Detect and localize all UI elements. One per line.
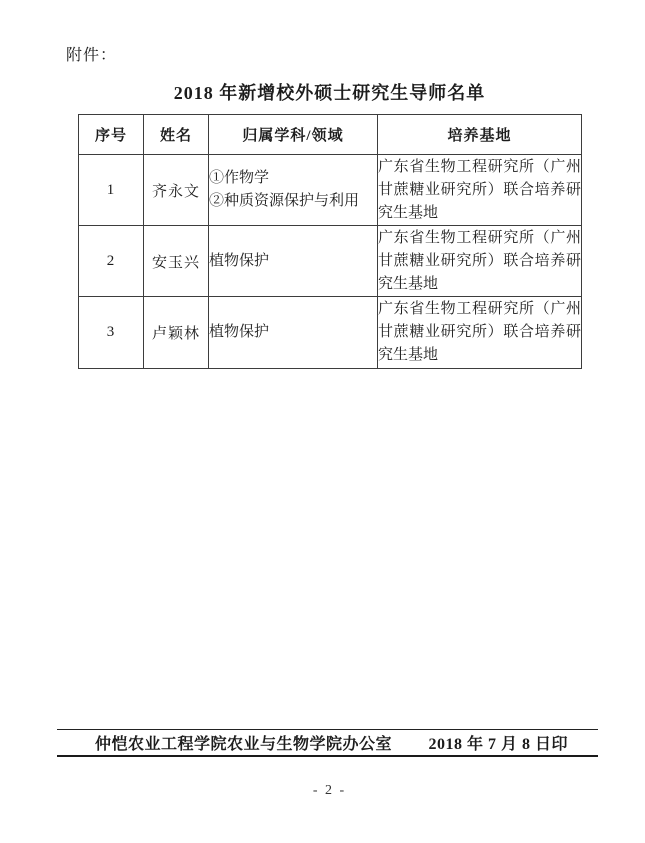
- footer-print-date: 2018 年 7 月 8 日印: [428, 736, 568, 753]
- cell-discipline: [209, 297, 378, 369]
- table-row: [79, 297, 582, 369]
- discipline-line: ②种质资源保护与利用: [209, 193, 360, 209]
- cell-serial-number: 2: [79, 226, 144, 297]
- table-row: [79, 226, 582, 297]
- table-header-row: [79, 115, 582, 155]
- cell-name: 卢颖林: [144, 297, 209, 369]
- header-training-base: 培养基地: [378, 115, 582, 155]
- attachment-label: 附件：: [66, 47, 118, 64]
- cell-name: 安玉兴: [144, 226, 209, 297]
- cell-discipline: [209, 155, 378, 226]
- supervisor-table: [78, 114, 582, 369]
- discipline-line: ①作物学: [209, 170, 270, 186]
- cell-training-base: 广东省生物工程研究所（广州甘蔗糖业研究所）联合培养研究生基地: [378, 297, 582, 369]
- footer-office-name: 仲恺农业工程学院农业与生物学院办公室: [95, 736, 393, 753]
- cell-serial-number: 3: [79, 297, 144, 369]
- header-name: 姓名: [144, 115, 209, 155]
- cell-discipline: [209, 226, 378, 297]
- cell-training-base: 广东省生物工程研究所（广州甘蔗糖业研究所）联合培养研究生基地: [378, 226, 582, 297]
- cell-training-base: 广东省生物工程研究所（广州甘蔗糖业研究所）联合培养研究生基地: [378, 155, 582, 226]
- table-row: [79, 155, 582, 226]
- discipline-line: 植物保护: [209, 252, 270, 269]
- page-number: - 2 -: [312, 783, 347, 798]
- discipline-line: 植物保护: [209, 324, 270, 340]
- footer-band: [57, 729, 598, 757]
- header-serial-number: 序号: [79, 115, 144, 155]
- header-discipline: 归属学科/领域: [209, 115, 378, 155]
- cell-serial-number: 1: [79, 155, 144, 226]
- document-title: 2018 年新增校外硕士研究生导师名单: [173, 83, 486, 103]
- cell-name: 齐永文: [144, 155, 209, 226]
